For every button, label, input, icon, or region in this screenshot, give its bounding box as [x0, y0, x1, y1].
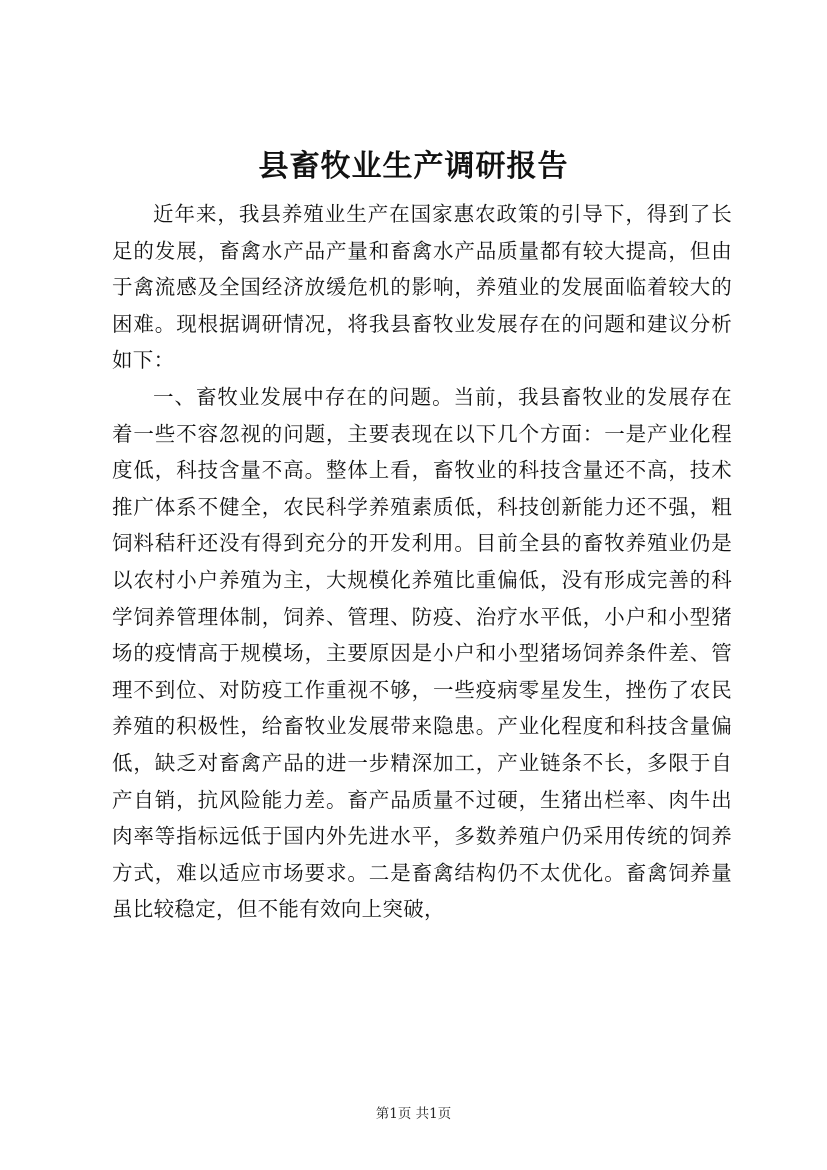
- paragraph-intro: 近年来，我县养殖业生产在国家惠农政策的引导下，得到了长足的发展，畜禽水产品产量和畜禽水产品质量都有较大提高，但由于禽流感及全国经济放缓危机的影响，养殖业的发展面临着较大的困难。现根据调研情况，将我县畜牧业发展存在的问题和建议分析如下：: [112, 202, 732, 373]
- page-footer: 第1页 共1页: [375, 1106, 452, 1122]
- paragraph-problems: 一、畜牧业发展中存在的问题。当前，我县畜牧业的发展存在着一些不容忽视的问题，主要表现在以下几个方面：一是产业化程度低，科技含量不高。整体上看，畜牧业的科技含量还不高，技术推广体系不健全，农民科学养殖素质低，科技创新能力还不强，粗饲料秸秆还没有得到充分的开发利用。目前全县的畜牧养殖业仍是以农村小户养殖为主，大规模化养殖比重偏低，没有形成完善的科学饲养管理体制，饲养、管理、防疫、治疗水平低，小户和小型猪场的疫情高于规模场，主要原因是小户和小型猪场饲养条件差、管理不到位、对防疫工作重视不够，一些疫病零星发生，挫伤了农民养殖的积极性，给畜牧业发展带来隐患。产业化程度和科技含量偏低，缺乏对畜禽产品的进一步精深加工，产业链条不长，多限于自产自销，抗风险能力差。畜产品质量不过硬，生猪出栏率、肉牛出肉率等指标远低于国内外先进水平，多数养殖户仍采用传统的饲养方式，难以适应市场要求。二是畜禽结构仍不太优化。畜禽饲养量虽比较稳定，但不能有效向上突破，: [112, 384, 732, 922]
- document-title: 县畜牧业生产调研报告: [258, 149, 569, 184]
- document-body: [112, 196, 732, 928]
